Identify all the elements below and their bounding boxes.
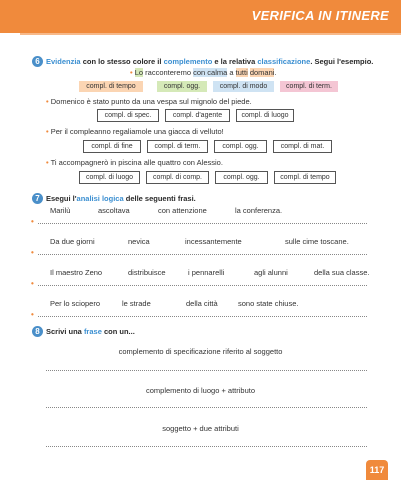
instr-part: Esegui l'	[46, 194, 77, 203]
sentence-2-text: Per il compleanno regaliamole una giacca di velluto!	[50, 127, 224, 136]
classification-box[interactable]: compl. di luogo	[236, 109, 294, 122]
instr-part: delle seguenti frasi.	[123, 194, 196, 203]
answer-line[interactable]	[38, 254, 367, 255]
classification-box[interactable]: compl. di term.	[147, 140, 208, 153]
example-word: .	[274, 68, 277, 77]
example-word: domani	[249, 68, 275, 77]
classification-box[interactable]: compl. ogg.	[215, 171, 268, 184]
instr-part: con un...	[101, 327, 135, 336]
exercise-8-instruction	[46, 327, 135, 336]
analysis-word: Per lo sciopero	[50, 299, 101, 308]
classification-box[interactable]: compl. di comp.	[146, 171, 209, 184]
analysis-word: Da due giorni	[50, 237, 95, 246]
answer-line[interactable]	[38, 223, 367, 224]
bullet-icon: •	[46, 127, 49, 136]
instr-part: Scrivi una	[46, 327, 84, 336]
instr-word-analisi: analisi logica	[76, 194, 124, 203]
bullet-icon: •	[46, 158, 49, 167]
tag-compl-modo: compl. di modo	[213, 81, 274, 92]
analysis-word: agli alunni	[254, 268, 288, 277]
bullet-icon: •	[31, 248, 34, 257]
instr-word-frase: frase	[83, 327, 102, 336]
analysis-word: della città	[186, 299, 218, 308]
bullet-icon: •	[31, 279, 34, 288]
example-word: a	[227, 68, 236, 77]
answer-line[interactable]	[38, 316, 367, 317]
answer-line[interactable]	[46, 446, 367, 447]
writing-prompt: soggetto + due attributi	[162, 424, 239, 433]
example-sentence	[130, 68, 277, 77]
analysis-word: incessantemente	[185, 237, 242, 246]
tag-compl-ogg: compl. ogg.	[157, 81, 207, 92]
tag-compl-term: compl. di term.	[280, 81, 338, 92]
bullet-icon: •	[31, 310, 34, 319]
bullet-icon: •	[130, 68, 133, 77]
classification-box[interactable]: compl. ogg.	[214, 140, 267, 153]
sentence-3	[46, 158, 223, 167]
sentence-3-text: Ti accompagnerò in piscina alle quattro con Alessio.	[50, 158, 223, 167]
instr-part: . Segui l'esempio.	[310, 57, 374, 66]
answer-line[interactable]	[46, 407, 367, 408]
header-divider	[20, 33, 401, 35]
answer-line[interactable]	[38, 285, 367, 286]
analysis-word: i pennarelli	[188, 268, 225, 277]
analysis-word: sulle cime toscane.	[285, 237, 349, 246]
example-word: Lo	[134, 68, 144, 77]
sentence-1	[46, 97, 252, 106]
sentence-1-text: Domenico è stato punto da una vespa sul mignolo del piede.	[50, 97, 252, 106]
writing-prompt: complemento di luogo + attributo	[145, 386, 256, 395]
example-word: con calma	[193, 68, 228, 77]
exercise-7-instruction	[46, 194, 196, 203]
classification-box[interactable]: compl. di spec.	[97, 109, 159, 122]
instr-part: e la relativa	[212, 57, 258, 66]
analysis-word: Il maestro Zeno	[50, 268, 103, 277]
instr-part: con lo stesso colore il	[80, 57, 164, 66]
exercise-6-number: 6	[32, 56, 43, 67]
classification-box[interactable]: compl. di mat.	[273, 140, 332, 153]
exercise-7-number: 7	[32, 193, 43, 204]
classification-box[interactable]: compl. di luogo	[79, 171, 140, 184]
example-word: tutti	[235, 68, 248, 77]
analysis-word: della sua classe.	[314, 268, 370, 277]
instr-word-evidenzia: Evidenzia	[46, 57, 81, 66]
analysis-word: con attenzione	[158, 206, 207, 215]
analysis-word: nevica	[128, 237, 150, 246]
exercise-8-number: 8	[32, 326, 43, 337]
bullet-icon: •	[31, 217, 34, 226]
sentence-2	[46, 127, 224, 136]
classification-box[interactable]: compl. di fine	[83, 140, 141, 153]
writing-prompt: complemento di specificazione riferito al soggetto	[118, 347, 283, 356]
analysis-word: sono state chiuse.	[238, 299, 299, 308]
header-bar	[0, 0, 401, 33]
tag-compl-tempo: compl. di tempo	[79, 81, 143, 92]
analysis-word: ascoltava	[98, 206, 130, 215]
analysis-word: distribuisce	[128, 268, 166, 277]
example-word: racconteremo	[143, 68, 194, 77]
analysis-word: Marilù	[50, 206, 71, 215]
instr-word-complemento: complemento	[163, 57, 213, 66]
bullet-icon: •	[46, 97, 49, 106]
page-number: 117	[366, 460, 388, 480]
analysis-word: la conferenza.	[235, 206, 283, 215]
analysis-word: le strade	[122, 299, 151, 308]
instr-word-classificazione: classificazione	[257, 57, 311, 66]
page-title: VERIFICA IN ITINERE	[251, 8, 389, 23]
classification-box[interactable]: compl. d'agente	[165, 109, 230, 122]
classification-box[interactable]: compl. di tempo	[274, 171, 336, 184]
exercise-6-instruction	[46, 57, 373, 66]
answer-line[interactable]	[46, 370, 367, 371]
